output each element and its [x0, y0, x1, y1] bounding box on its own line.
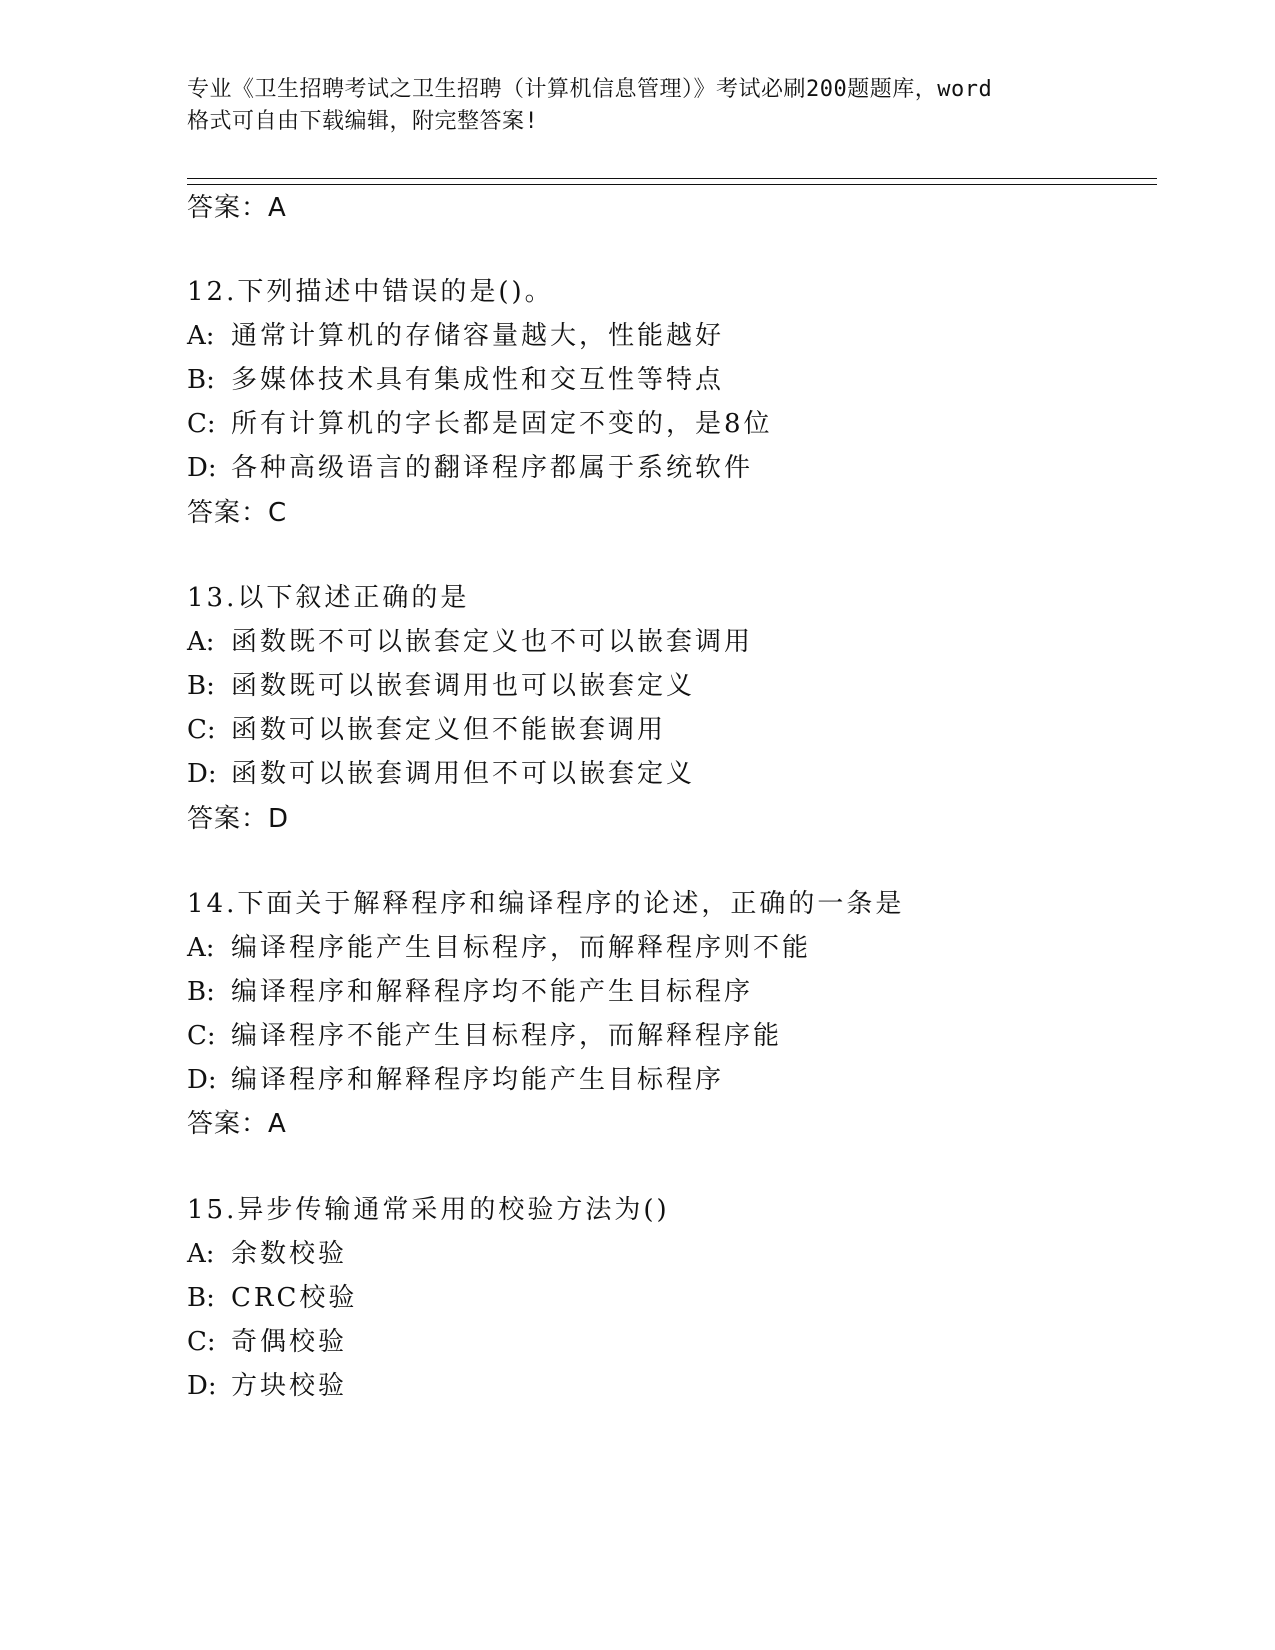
q14-answer: 答案：A	[187, 1109, 287, 1139]
q14-option-a	[187, 932, 811, 964]
option-letter: A:	[187, 321, 215, 351]
q13-answer: 答案：D	[187, 804, 290, 834]
option-text: 各种高级语言的翻译程序都属于系统软件	[231, 453, 754, 483]
option-text: 函数既不可以嵌套定义也不可以嵌套调用	[231, 627, 754, 657]
q13-option-d	[187, 758, 695, 790]
header-divider-top	[187, 178, 1157, 179]
option-text: 函数可以嵌套调用但不可以嵌套定义	[231, 759, 696, 789]
q14-option-d	[187, 1064, 724, 1096]
option-text: 通常计算机的存储容量越大，性能越好	[231, 321, 725, 351]
option-letter: C:	[187, 1327, 216, 1357]
question-15: 15.异步传输通常采用的校验方法为()	[187, 1195, 670, 1225]
option-text: 多媒体技术具有集成性和交互性等特点	[231, 365, 725, 395]
option-letter: D:	[187, 759, 217, 789]
q12-answer: 答案：C	[187, 498, 288, 528]
option-text: 编译程序能产生目标程序，而解释程序则不能	[231, 933, 812, 963]
option-letter: C:	[187, 1021, 216, 1051]
q12-option-d	[187, 452, 753, 484]
q12-option-a	[187, 320, 724, 352]
option-text: 奇偶校验	[231, 1327, 348, 1357]
option-letter: B:	[187, 1283, 215, 1313]
q15-option-d	[187, 1370, 347, 1402]
option-text: 余数校验	[231, 1239, 348, 1269]
answer-previous: 答案：A	[187, 193, 287, 223]
option-letter: B:	[187, 977, 215, 1007]
option-letter: A:	[187, 1239, 215, 1269]
q13-option-a	[187, 626, 753, 658]
option-letter: C:	[187, 715, 216, 745]
document-header	[187, 74, 1087, 138]
option-letter: B:	[187, 671, 215, 701]
option-text: 所有计算机的字长都是固定不变的，是8位	[231, 409, 773, 439]
q13-option-c	[187, 714, 666, 746]
option-text: 编译程序和解释程序均能产生目标程序	[231, 1065, 725, 1095]
q12-option-c	[187, 408, 773, 440]
question-13: 13.以下叙述正确的是	[187, 583, 470, 613]
option-letter: A:	[187, 627, 215, 657]
q14-option-b	[187, 976, 753, 1008]
option-letter: D:	[187, 453, 217, 483]
header-line-2: 格式可自由下载编辑，附完整答案!	[187, 109, 539, 134]
option-letter: B:	[187, 365, 215, 395]
header-line-1: 专业《卫生招聘考试之卫生招聘（计算机信息管理）》考试必刷200题题库，word	[187, 77, 993, 102]
option-text: CRC校验	[231, 1283, 358, 1313]
option-text: 函数既可以嵌套调用也可以嵌套定义	[231, 671, 696, 701]
option-text: 方块校验	[231, 1371, 348, 1401]
question-12: 12.下列描述中错误的是()。	[187, 277, 554, 307]
q15-option-b	[187, 1282, 357, 1314]
option-letter: D:	[187, 1371, 217, 1401]
q15-option-c	[187, 1326, 347, 1358]
option-text: 函数可以嵌套定义但不能嵌套调用	[231, 715, 667, 745]
q12-option-b	[187, 364, 724, 396]
option-text: 编译程序和解释程序均不能产生目标程序	[231, 977, 754, 1007]
q15-option-a	[187, 1238, 347, 1270]
q14-option-c	[187, 1020, 782, 1052]
option-letter: D:	[187, 1065, 217, 1095]
option-letter: C:	[187, 409, 216, 439]
option-text: 编译程序不能产生目标程序，而解释程序能	[231, 1021, 783, 1051]
question-14: 14.下面关于解释程序和编译程序的论述，正确的一条是	[187, 889, 905, 919]
header-divider-bottom	[187, 184, 1157, 185]
option-letter: A:	[187, 933, 215, 963]
q13-option-b	[187, 670, 695, 702]
